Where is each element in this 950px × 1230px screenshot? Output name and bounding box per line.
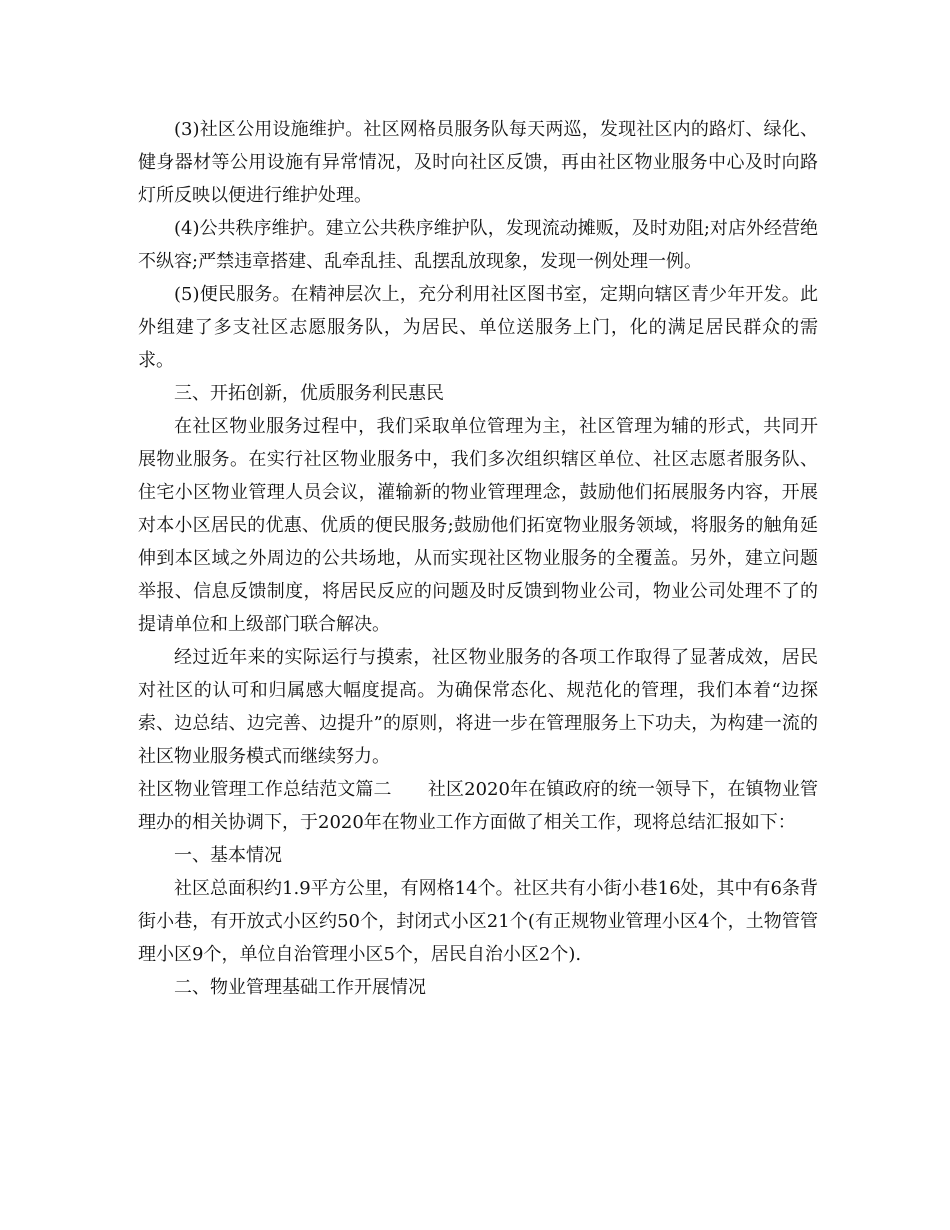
- paragraph-facility-maintenance: (3)社区公用设施维护。社区网格员服务队每天两巡，发现社区内的路灯、绿化、健身器材等公用设施有异常情况，及时向社区反馈，再由社区物业服务中心及时向路灯所反映以便进行维护处理。: [138, 119, 818, 206]
- paragraph-article-two-intro: 社区物业管理工作总结范文篇二 社区2020年在镇政府的统一领导下，在镇物业管理办的相关协调下，于2020年在物业工作方面做了相关工作，现将总结汇报如下：: [138, 779, 818, 833]
- paragraph-property-service-process: 在社区物业服务过程中，我们采取单位管理为主，社区管理为辅的形式，共同开展物业服务。在实行社区物业服务中，我们多次组织辖区单位、社区志愿者服务队、住宅小区物业管理人员会议，灌输新的物业管理理念，鼓励他们拓展服务内容，开展对本小区居民的优惠、优质的便民服务;鼓励他们拓宽物业服务领域，将服务的触角延伸到本区域之外周边的公共场地，从而实现社区物业服务的全覆盖。另外，建立问题举报、信息反馈制度，将居民反应的问题及时反馈到物业公司，物业公司处理不了的提请单位和上级部门联合解决。: [138, 416, 818, 635]
- paragraph-public-order: (4)公共秩序维护。建立公共秩序维护队，发现流动摊贩，及时劝阻;对店外经营绝不纵容;严禁违章搭建、乱牵乱挂、乱摆乱放现象，发现一例处理一例。: [138, 218, 818, 272]
- paragraph-community-overview: 社区总面积约1.9平方公里，有网格14个。社区共有小街小巷16处，其中有6条背街小巷，有开放式小区约50个，封闭式小区21个(有正规物业管理小区4个，土物管管理小区9个，单位自治管理小区5个，居民自治小区2个).: [138, 878, 818, 965]
- section-heading-innovation: 三、开拓创新，优质服务利民惠民: [174, 383, 444, 404]
- section-heading-basic-situation: 一、基本情况: [174, 845, 282, 866]
- paragraph-results: 经过近年来的实际运行与摸索，社区物业服务的各项工作取得了显著成效，居民对社区的认可和归属感大幅度提高。为确保常态化、规范化的管理，我们本着“边探索、边总结、边完善、边提升”的原则，将进一步在管理服务上下功夫，为构建一流的社区物业服务模式而继续努力。: [138, 647, 818, 767]
- document-body: [138, 113, 818, 1004]
- section-heading-basic-work: 二、物业管理基础工作开展情况: [174, 977, 426, 998]
- paragraph-convenience-service: (5)便民服务。在精神层次上，充分利用社区图书室，定期向辖区青少年开发。此外组建了多支社区志愿服务队，为居民、单位送服务上门，化的满足居民群众的需求。: [138, 284, 818, 371]
